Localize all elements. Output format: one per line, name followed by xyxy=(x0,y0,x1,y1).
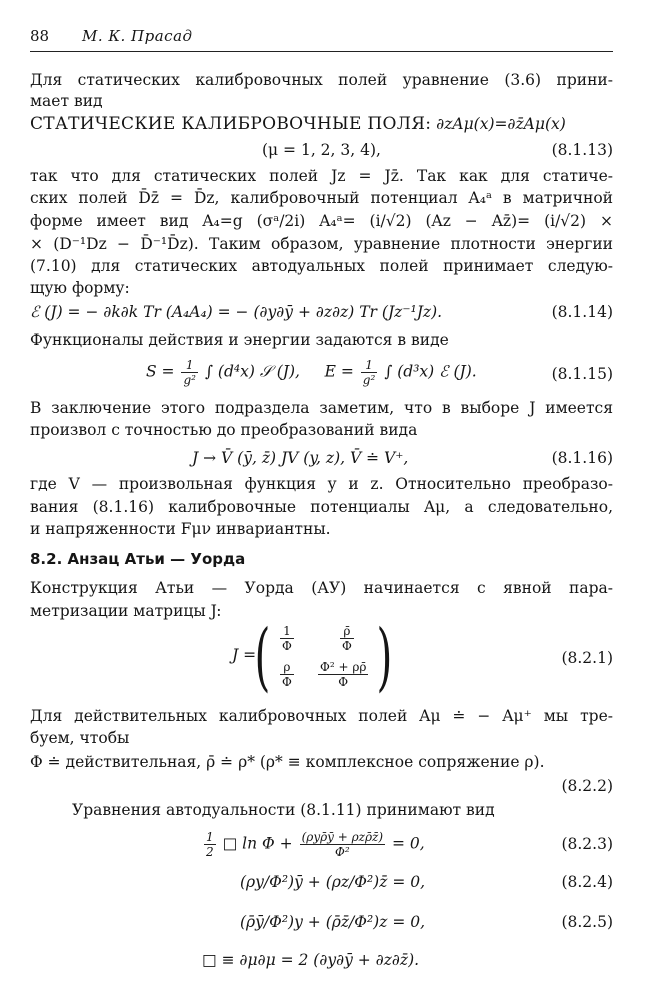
page-header xyxy=(30,27,613,52)
paragraph-line: метризации матрицы J: xyxy=(30,602,222,620)
paragraph-line: Функционалы действия и энергии задаются в виде xyxy=(30,331,449,349)
fraction: $\frac{1}{\text{g²}}$ xyxy=(362,358,376,387)
left-paren: ( xyxy=(254,614,271,700)
paragraph-line: так что для статических полей Jz = Jz̄. Так как для статиче- xyxy=(30,167,613,185)
static-fields-equation xyxy=(30,114,566,134)
matrix-j xyxy=(220,614,410,700)
equation-number: (8.2.3) xyxy=(561,835,613,853)
matrix-cell: $\frac{1}{\Phi}$ xyxy=(282,624,292,653)
equation-number: (8.2.4) xyxy=(561,873,613,891)
equation-8-2-3: $\frac{1}{2}$ □ ln Φ + $\frac{\text{(ρyρ̄ȳ + ρzρ̄z̄)}}{\text{Φ²}}$ = 0, xyxy=(206,830,425,859)
paragraph-line: × (D⁻¹Dz − D̄⁻¹D̄z). Таким образом, уравнение плотности энергии xyxy=(30,235,613,253)
matrix-cell: $\frac{\text{Φ² + ρρ̄}}{\Phi}$ xyxy=(320,660,367,689)
matrix-cell: $\frac{\rho}{\Phi}$ xyxy=(282,660,292,689)
fraction: $\frac{1}{\text{g²}}$ xyxy=(183,358,196,387)
equation-8-2-5: (ρ̄ȳ/Φ²)y + (ρ̄z̄/Φ²)z = 0, xyxy=(240,913,426,931)
fraction: $\frac{\text{(ρyρ̄ȳ + ρzρ̄z̄)}}{\text{Φ²}}$ xyxy=(301,830,384,859)
paragraph-line: буем, чтобы xyxy=(30,729,130,747)
page-number: 88 xyxy=(30,27,50,45)
paragraph-line: щую форму: xyxy=(30,279,130,297)
equation-8-1-14: ℰ (J) = − ∂k∂k Tr (A₄A₄) = − (∂y∂ȳ + ∂z∂z) Tr (Jz⁻¹Jz). xyxy=(30,303,443,321)
paragraph-line: вания (8.1.16) калибровочные потенциалы Aμ, а следовательно, xyxy=(30,498,613,516)
equation-number: (8.2.1) xyxy=(561,649,613,667)
paragraph-line: ских полей D̄z̄ = D̄z, калибровочный потенциал A₄ᵃ в матричной xyxy=(30,189,613,207)
equation-number: (8.1.14) xyxy=(551,303,613,321)
paragraph-line: где V — произвольная функция y и z. Относительно преобразо- xyxy=(30,475,613,493)
paragraph-line: мает вид xyxy=(30,92,103,110)
paragraph-line: (7.10) для статических автодуальных полей принимает следую- xyxy=(30,257,613,275)
paragraph-line: Для статических калибровочных полей уравнение (3.6) прини- xyxy=(30,71,613,89)
equation-8-1-15: S = $\frac{1}{\text{g²}}$ ∫ (d⁴x) 𝒮 (J), E = $\frac{1}{\text{g²}}$ ∫ (d³x) ℰ (J). xyxy=(146,358,477,387)
equation-8-2-4: (ρy/Φ²)ȳ + (ρz/Φ²)z̄ = 0, xyxy=(240,873,426,891)
running-author: М. К. Прасад xyxy=(82,27,193,45)
paragraph-line: Уравнения автодуальности (8.1.11) принимают вид xyxy=(72,801,495,819)
paragraph-line: Для действительных калибровочных полей Aμ ≐ − Aμ⁺ мы тре- xyxy=(30,707,613,725)
section-heading: 8.2. Анзац Атьи — Уорда xyxy=(30,550,246,568)
equation-8-1-13: (μ = 1, 2, 3, 4), xyxy=(262,141,381,159)
paragraph-line: произвол с точностью до преобразований вида xyxy=(30,421,418,439)
static-fields-caps: СТАТИЧЕСКИЕ КАЛИБРОВОЧНЫЕ ПОЛЯ: xyxy=(30,114,432,134)
equation-number: (8.2.5) xyxy=(561,913,613,931)
equation-8-1-16: J → V̄ (ȳ, z̄) JV (y, z), V̄ ≐ V⁺, xyxy=(192,449,409,467)
fraction: $\frac{1}{2}$ xyxy=(206,830,214,859)
box-operator-definition: □ ≡ ∂μ∂μ = 2 (∂y∂ȳ + ∂z∂z̄). xyxy=(202,951,420,969)
paragraph-line: и напряженности Fμν инвариантны. xyxy=(30,520,331,538)
static-equation: ∂zAμ(x)=∂z̄Aμ(x) xyxy=(436,115,566,133)
equation-number: (8.1.15) xyxy=(551,365,613,383)
paragraph-line: форме имеет вид A₄=g (σᵃ/2i) A₄ᵃ= (i/√2) (Az − Az̄)= (i/√2) × xyxy=(30,212,613,230)
equation-number: (8.1.16) xyxy=(551,449,613,467)
paragraph-line: Конструкция Атьи — Уорда (АУ) начинается с явной пара- xyxy=(30,579,613,597)
matrix-lhs: J = xyxy=(232,646,257,664)
right-paren: ) xyxy=(376,614,393,700)
paragraph-line: В заключение этого подраздела заметим, что в выборе J имеется xyxy=(30,399,613,417)
equation-8-2-2: Φ ≐ действительная, ρ̄ ≐ ρ* (ρ* ≡ комплексное сопряжение ρ). xyxy=(30,753,545,771)
equation-number: (8.2.2) xyxy=(561,777,613,795)
equation-number: (8.1.13) xyxy=(551,141,613,159)
matrix-cell: $\frac{\rhō}{\Phi}$ xyxy=(342,624,352,653)
